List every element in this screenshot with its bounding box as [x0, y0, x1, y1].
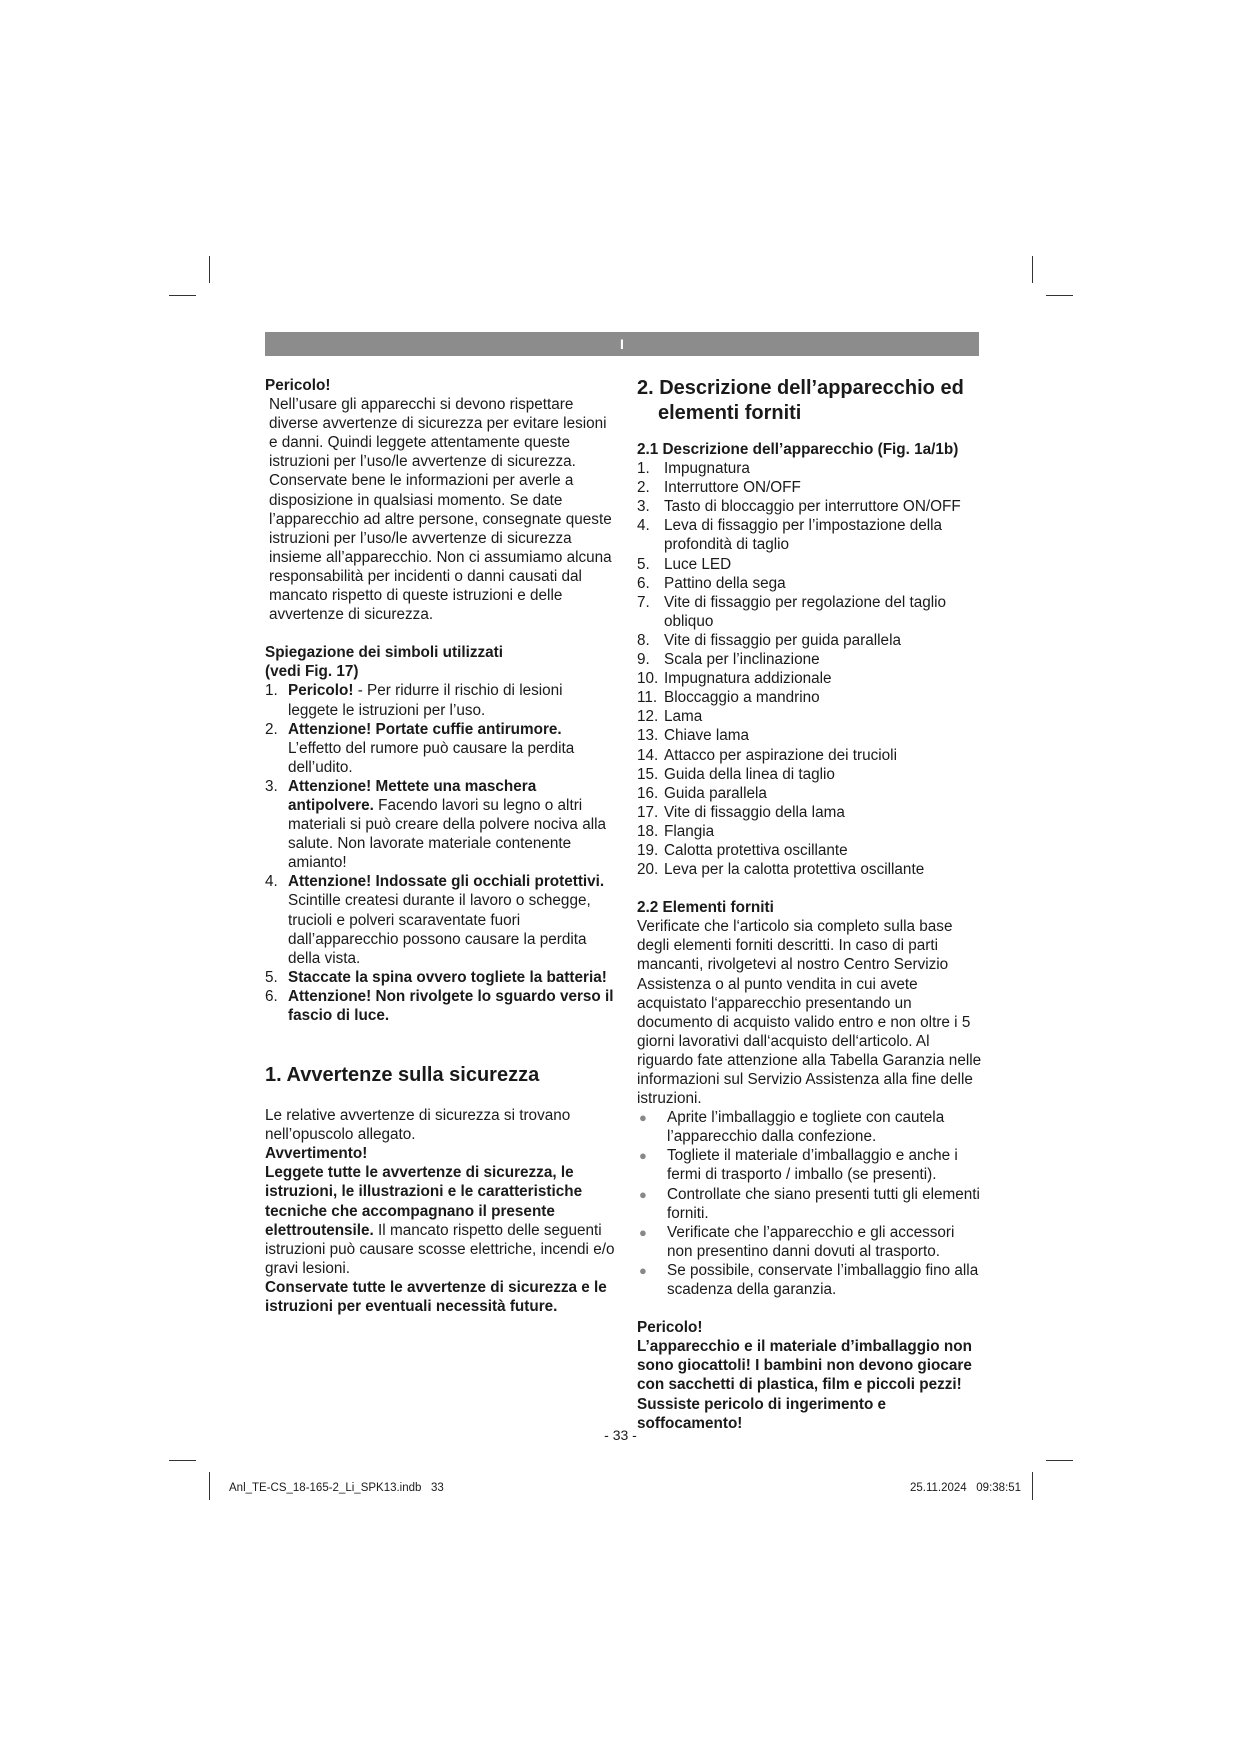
- symbol-number: 3.: [265, 777, 278, 795]
- part-item: [637, 860, 982, 879]
- page-number: - 33 -: [604, 1427, 637, 1443]
- part-item: [637, 459, 982, 478]
- part-label: Leva per la calotta protettiva oscillante: [664, 861, 925, 879]
- warning-bold: Leggete tutte le avvertenze di sicurezza, le istruzioni, le illustrazioni e le caratteristiche tecniche che accompagnano il presente elettroutensile.: [265, 1164, 583, 1239]
- part-number: 18.: [637, 822, 659, 840]
- symbol-item: [265, 987, 615, 1025]
- symbols-section: [265, 643, 615, 1025]
- bullet-icon: ●: [639, 1224, 647, 1240]
- bullet-icon: ●: [639, 1186, 647, 1202]
- checklist-item: [637, 1185, 982, 1223]
- checklist-item: [637, 1261, 982, 1299]
- part-number: 10.: [637, 670, 659, 688]
- crop-mark: [169, 295, 196, 296]
- part-number: 6.: [637, 574, 650, 592]
- part-item: [637, 478, 982, 497]
- part-item: [637, 803, 982, 822]
- part-number: 13.: [637, 727, 659, 745]
- part-item: [637, 650, 982, 669]
- symbol-item: [265, 968, 615, 987]
- part-label: Impugnatura addizionale: [664, 670, 832, 688]
- part-label: Impugnatura: [664, 460, 750, 478]
- parts-list: [637, 459, 982, 879]
- symbol-number: 2.: [265, 720, 278, 738]
- part-item: [637, 726, 982, 745]
- symbol-text: - Per ridurre il rischio di lesioni leggete le istruzioni per l’uso.: [288, 682, 563, 719]
- part-label: Lama: [664, 708, 703, 726]
- crop-mark: [169, 1460, 196, 1461]
- crop-mark: [1046, 295, 1073, 296]
- part-label: Bloccaggio a mandrino: [664, 689, 820, 707]
- safety-intro: Le relative avvertenze di sicurezza si trovano nell’opuscolo allegato.: [265, 1107, 571, 1144]
- symbol-number: 1.: [265, 682, 278, 700]
- part-item: [637, 669, 982, 688]
- subsection-title: 2.1 Descrizione dell’apparecchio (Fig. 1a/1b): [637, 441, 959, 458]
- part-number: 7.: [637, 593, 650, 611]
- symbol-bold: Attenzione! Mettete una maschera antipolvere.: [288, 777, 537, 814]
- part-label: Vite di fissaggio della lama: [664, 803, 845, 821]
- section-heading: 2. Descrizione dell’apparecchio ed: [637, 377, 964, 399]
- part-label: Calotta protettiva oscillante: [664, 841, 848, 859]
- bullet-icon: ●: [639, 1110, 647, 1126]
- part-item: [637, 555, 982, 574]
- part-item: [637, 707, 982, 726]
- part-label: Scala per l’inclinazione: [664, 651, 820, 669]
- warning-title: Avvertimento!: [265, 1145, 368, 1163]
- part-item: [637, 746, 982, 765]
- symbol-bold: Staccate la spina ovvero togliete la batteria!: [288, 968, 607, 986]
- section-heading: 1. Avvertenze sulla sicurezza: [265, 1064, 540, 1087]
- crop-mark: [1032, 1472, 1033, 1500]
- crop-mark: [209, 1472, 210, 1500]
- danger-text: L’apparecchio e il materiale d’imballaggio non sono giocattoli! I bambini non devono giocare con sacchetti di plastica, film e piccoli pezzi! Sussiste pericolo di ingerimento e soffocamento!: [637, 1338, 972, 1432]
- danger-title: Pericolo!: [265, 377, 331, 394]
- part-label: Tasto di bloccaggio per interruttore ON/OFF: [664, 498, 961, 516]
- part-number: 12.: [637, 708, 659, 726]
- part-item: [637, 631, 982, 650]
- file-slug: Anl_TE-CS_18-165-2_Li_SPK13.indb 33: [229, 1482, 444, 1494]
- part-number: 19.: [637, 841, 659, 859]
- checklist-item: [637, 1108, 982, 1146]
- part-number: 20.: [637, 861, 659, 879]
- part-label: Flangia: [664, 822, 715, 840]
- checklist-text: Se possibile, conservate l’imballaggio fino alla scadenza della garanzia.: [667, 1261, 979, 1299]
- part-item: [637, 841, 982, 860]
- part-label: Guida parallela: [664, 784, 767, 802]
- symbol-number: 4.: [265, 873, 278, 891]
- part-number: 2.: [637, 479, 650, 497]
- symbol-bold: Attenzione! Indossate gli occhiali protettivi.: [288, 873, 605, 891]
- checklist-text: Togliete il materiale d’imballaggio e anche i fermi di trasporto / imballo (se presenti).: [667, 1147, 958, 1184]
- part-label: Guida della linea di taglio: [664, 765, 835, 783]
- part-label: Vite di fissaggio per guida parallela: [664, 631, 901, 649]
- part-label: Vite di fissaggio per regolazione del taglio obliquo: [664, 593, 947, 630]
- checklist-text: Verificate che l’apparecchio e gli accessori non presentino danni dovuti al trasporto.: [667, 1223, 955, 1260]
- part-label: Attacco per aspirazione dei trucioli: [664, 746, 897, 764]
- part-label: Interruttore ON/OFF: [664, 479, 801, 497]
- part-number: 1.: [637, 460, 650, 478]
- part-label: Luce LED: [664, 555, 732, 573]
- symbol-text: L’effetto del rumore può causare la perdita dell’udito.: [288, 739, 575, 776]
- right-column: [637, 376, 982, 1433]
- part-number: 15.: [637, 765, 659, 783]
- bullet-icon: ●: [639, 1148, 647, 1164]
- symbols-list: [265, 681, 615, 1025]
- part-number: 5.: [637, 555, 650, 573]
- subsection-title: 2.2 Elementi forniti: [637, 899, 774, 917]
- symbol-bold: Attenzione! Non rivolgete lo sguardo verso il fascio di luce.: [288, 987, 614, 1024]
- part-item: [637, 822, 982, 841]
- part-number: 9.: [637, 651, 650, 669]
- part-item: [637, 688, 982, 707]
- language-tab-bar: I: [265, 332, 979, 356]
- symbols-title: Spiegazione dei simboli utilizzati: [265, 644, 503, 662]
- part-number: 4.: [637, 517, 650, 535]
- safety-section: [265, 1063, 615, 1316]
- part-number: 11.: [637, 689, 658, 707]
- crop-mark: [1046, 1460, 1073, 1461]
- checklist-text: Controllate che siano presenti tutti gli elementi forniti.: [667, 1185, 980, 1222]
- part-label: Chiave lama: [664, 727, 750, 745]
- symbol-item: [265, 777, 615, 872]
- part-number: 16.: [637, 784, 659, 802]
- checklist-item: [637, 1146, 982, 1184]
- crop-mark: [1032, 256, 1033, 283]
- checklist-text: Aprite l’imballaggio e togliete con cautela l’apparecchio dalla confezione.: [667, 1109, 945, 1146]
- part-item: [637, 574, 982, 593]
- delivery-text: Verificate che l‘articolo sia completo sulla base degli elementi forniti descritti. In caso di parti mancanti, rivolgetevi al nostro Centro Servizio Assistenza o al punto vendita in cui avete acquistato l‘apparecchio presentando un documento di acquisto valido entro e non oltre i 5 giorni lavorativi dall‘acquisto dell‘articolo. Al riguardo fate attenzione alla Tabella Garanzia nelle informazioni sul Servizio Assistenza alla fine delle istruzioni.: [637, 918, 982, 1108]
- part-item: [637, 784, 982, 803]
- symbol-number: 6.: [265, 987, 278, 1005]
- part-number: 17.: [637, 803, 659, 821]
- keep-instructions: Conservate tutte le avvertenze di sicurezza e le istruzioni per eventuali necessità future.: [265, 1278, 607, 1316]
- symbol-bold: Pericolo!: [288, 682, 354, 700]
- warning-text: Il mancato rispetto delle seguenti istruzioni può causare scosse elettriche, incendi e/o gravi lesioni.: [265, 1221, 615, 1277]
- part-item: [637, 765, 982, 784]
- part-number: 3.: [637, 498, 650, 516]
- part-item: [637, 516, 982, 554]
- symbols-title-ref: (vedi Fig. 17): [265, 663, 359, 681]
- danger-notice: [265, 376, 615, 624]
- danger-text: Nell’usare gli apparecchi si devono rispettare diverse avvertenze di sicurezza per evitare lesioni e danni. Quindi leggete attentamente queste istruzioni per l’uso/le avvertenze di sicurezza. Conservate bene le informazioni per averle a disposizione in qualsiasi momento. Se date l’apparecchio ad altre persone, consegnate queste istruzioni per l’uso/le avvertenze di sicurezza insieme all’apparecchio. Non ci assumiamo alcuna responsabilità per incidenti o danni causati dal mancato rispetto di queste istruzioni e delle avvertenze di sicurezza.: [269, 396, 612, 624]
- part-number: 8.: [637, 631, 650, 649]
- symbol-text: Facendo lavori su legno o altri materiali si può creare della polvere nociva alla salute. Non lavorate materiale contenente amianto!: [288, 796, 607, 872]
- checklist: [637, 1108, 982, 1299]
- part-label: Pattino della sega: [664, 574, 786, 592]
- checklist-item: [637, 1223, 982, 1261]
- part-item: [637, 497, 982, 516]
- bullet-icon: ●: [639, 1262, 647, 1278]
- part-item: [637, 593, 982, 631]
- symbol-bold: Attenzione! Portate cuffie antirumore.: [288, 720, 562, 738]
- warning-paragraph: [265, 1163, 615, 1278]
- symbol-text: Scintille createsi durante il lavoro o schegge, trucioli e polveri scaraventate fuori dall’apparecchio possono causare la perdita della vista.: [288, 892, 591, 967]
- print-timestamp: 25.11.2024 09:38:51: [910, 1482, 1022, 1494]
- part-label: Leva di fissaggio per l’impostazione della profondità di taglio: [664, 517, 943, 554]
- part-number: 14.: [637, 746, 659, 764]
- symbol-item: [265, 872, 615, 967]
- left-column: [265, 376, 615, 1316]
- symbol-item: [265, 681, 615, 719]
- danger-title: Pericolo!: [637, 1319, 703, 1337]
- crop-mark: [209, 256, 210, 283]
- symbol-item: [265, 720, 615, 777]
- symbol-number: 5.: [265, 968, 278, 986]
- section-heading-cont: elementi forniti: [658, 402, 802, 424]
